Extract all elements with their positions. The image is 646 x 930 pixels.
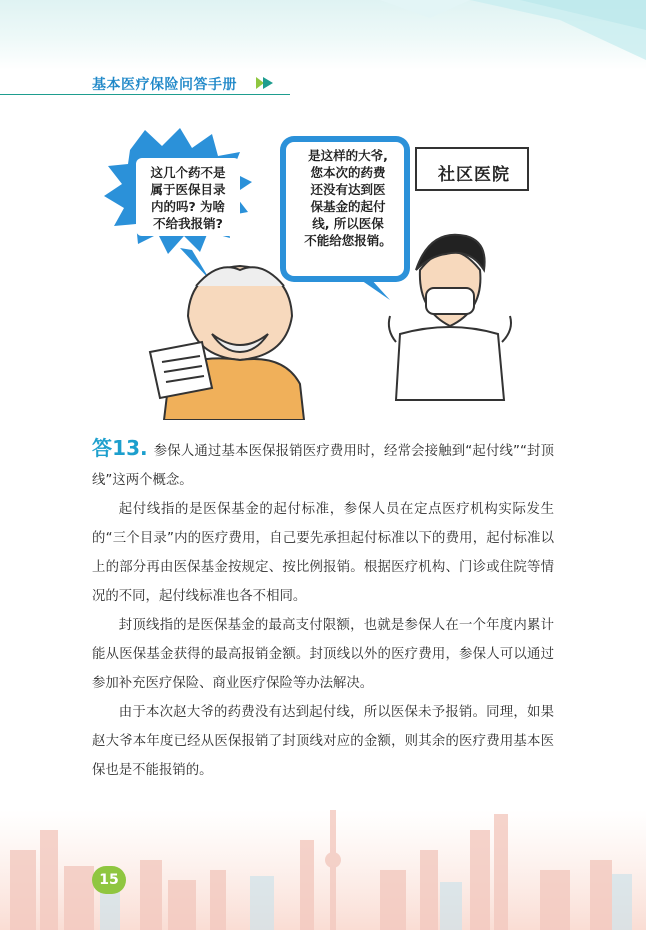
left-bubble-line: 内的吗? 为啥 bbox=[150, 199, 226, 214]
left-bubble-line: 不给我报销? bbox=[153, 216, 223, 231]
answer-body bbox=[92, 434, 554, 785]
left-bubble-text bbox=[138, 164, 238, 232]
left-bubble-line: 属于医保目录 bbox=[150, 182, 226, 197]
answer-label: 答13. bbox=[92, 436, 148, 460]
right-bubble-line: 不能给您报销。 bbox=[304, 233, 392, 248]
running-header bbox=[0, 72, 646, 96]
header-rule bbox=[0, 94, 290, 95]
old-man-figure bbox=[150, 266, 304, 420]
right-bubble-line: 还没有达到医 bbox=[310, 182, 386, 197]
answer-paragraph-text: 参保人通过基本医保报销医疗费用时，经常会接触到“起付线”“封顶线”这两个概念。 bbox=[92, 444, 554, 488]
right-bubble-line: 您本次的药费 bbox=[310, 165, 386, 180]
answer-paragraph: 由于本次赵大爷的药费没有达到起付线，所以医保未予报销。同理，如果赵大爷本年度已经从医保报销了封顶线对应的金额，则其余的医疗费用基本医保也是不能报销的。 bbox=[92, 705, 554, 778]
play-arrow-icon bbox=[256, 76, 278, 90]
answer-paragraph: 封顶线指的是医保基金的最高支付限额，也就是参保人在一个年度内累计能从医保基金获得的最高报销金额。封顶线以外的医疗费用，参保人可以通过参加补充医疗保险、商业医疗保险等办法解决。 bbox=[92, 618, 554, 691]
right-bubble-text bbox=[287, 147, 409, 249]
left-bubble-line: 这几个药不是 bbox=[150, 165, 226, 180]
header-title: 基本医疗保险问答手册 bbox=[92, 77, 237, 93]
right-bubble-line: 线, 所以医保 bbox=[312, 216, 384, 231]
right-bubble-line: 保基金的起付 bbox=[310, 199, 386, 214]
right-bubble-line: 是这样的大爷, bbox=[308, 148, 388, 163]
answer-paragraph bbox=[92, 434, 554, 495]
clinic-sign-text: 社区医院 bbox=[438, 165, 510, 185]
answer-paragraph: 起付线指的是医保基金的起付标准，参保人员在定点医疗机构实际发生的“三个目录”内的医疗费用，自己要先承担起付标准以下的费用，起付标准以上的部分再由医保基金按规定、按比例报销。根据医疗机构、门诊或住院等情况的不同，起付线标准也各不相同。 bbox=[92, 502, 554, 604]
page-number-badge: 15 bbox=[92, 866, 126, 894]
top-decoration bbox=[0, 0, 646, 70]
city-skyline-decoration bbox=[0, 770, 646, 930]
